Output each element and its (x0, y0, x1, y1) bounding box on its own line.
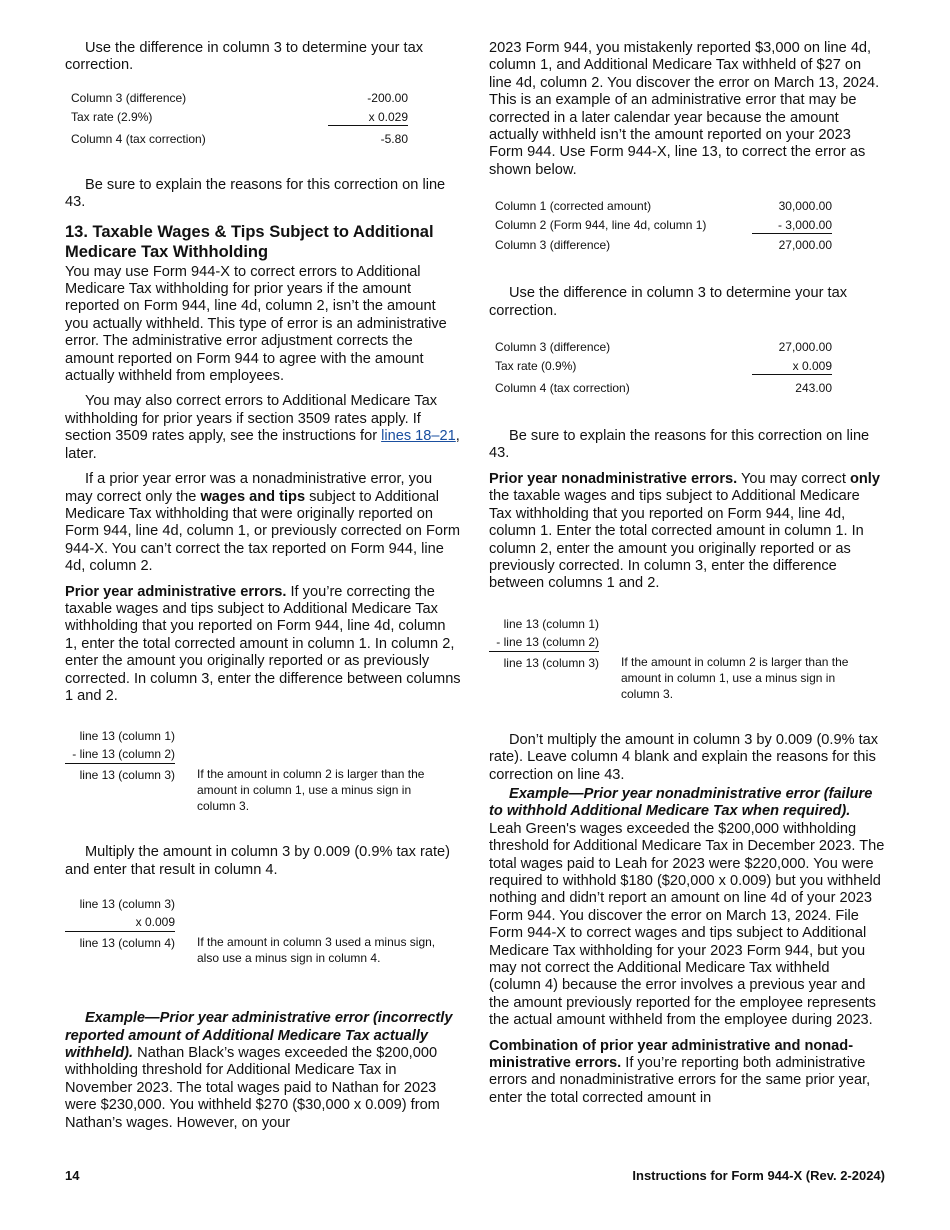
line-labels (489, 654, 599, 702)
form-title-footer: Instructions for Form 944-X (Rev. 2-2024) (632, 1168, 885, 1183)
line-labels (65, 766, 175, 814)
row-value: -5.80 (380, 131, 408, 146)
text: Leah Green's wages exceeded the $200,000 withholding threshold for Additional Medicare Tax in December 2023. The total wages paid to Leah for 2023 were $220,000. You were required to withhold $180 ($20,000 x 0.009) but you withheld nothing and didn’t report an amount on line 4d of your 2023 Form 944. You discover the error on March 13, 2024. File Form 944-X to correct wages and tips subject to Additional Medicare Tax withholding for your 2023 Form 944, but you may not correct the Additional Medicare Tax withheld (column 4) because the error involves a previous year and the amount previously reported for the employee represents the actual amount withheld from the employee during 2023. (489, 820, 885, 1029)
row-label: Column 1 (corrected amount) (495, 199, 652, 214)
line-label: line 13 (column 3) (79, 768, 175, 783)
paragraph (489, 471, 885, 593)
paragraph: Be sure to explain the reasons for this correction on line 43. (489, 428, 870, 462)
table-row (489, 197, 832, 216)
paragraph: 2023 Form 944, you mistakenly reported $3,000 on line 4d, column 1, and Additional Medicare Tax withheld of $27 on line 4d, column 2. You discover the error on March 13, 2024. This is an example of an administrative error that may be corrected in a later calendar year because the amount actually withheld isn’t the amount reported on your 2023 Form 944. Use Form 944-X, line 13, to correct the error as shown below. (489, 40, 880, 178)
right-column (489, 40, 885, 1107)
line-labels (65, 727, 175, 764)
line-calculation-result (489, 654, 885, 702)
line-label: x 0.009 (65, 913, 175, 932)
table-note: If the amount in column 2 is larger than the amount in column 1, use a minus sign in column 3. (197, 767, 425, 814)
example-heading: Example—Prior year nonadministrative error (failure to withhold Additional Medicare Tax when required). (489, 785, 873, 820)
paragraph: Multiply the amount in column 3 by 0.009 (0.9% tax rate) and enter that result in column 4. (65, 844, 451, 878)
text: You may correct (737, 470, 850, 487)
line-labels (65, 934, 175, 966)
line-labels (489, 615, 599, 652)
line-calculation-table (65, 895, 461, 932)
row-value: x 0.009 (752, 359, 832, 375)
paragraph (65, 1010, 461, 1132)
text: Nathan Black’s wages exceeded the $200,000 withholding threshold for Additional Medicare Tax in November 2023. The total wages paid to Nathan for 2023 were $230,000. You withheld $270 ($30,000 x 0.009) from Nathan’s wages. However, on your (65, 1045, 440, 1131)
table-note: If the amount in column 3 used a minus sign, also use a minus sign in column 4. (197, 935, 436, 966)
table-row (489, 377, 832, 398)
row-value: 27,000.00 (778, 238, 832, 253)
line-labels (65, 895, 175, 932)
table-row (489, 236, 832, 255)
row-value: 27,000.00 (778, 340, 832, 355)
row-value: -200.00 (367, 90, 408, 105)
line-calculation-table (489, 615, 885, 652)
text: You may also correct errors to Additional Medicare Tax withholding for prior years if section 3509 rates apply. If section 3509 rates apply, see the instructions for (65, 393, 438, 445)
line-calculation-table (65, 727, 461, 764)
line-label: - line 13 (column 2) (65, 745, 175, 764)
line-label: line 13 (column 1) (79, 729, 175, 744)
table-row (65, 108, 408, 128)
lines-18-21-link[interactable]: lines 18–21 (381, 428, 456, 445)
text: If you’re correcting the taxable wages and tips subject to Additional Medicare Tax withholding that you reported on Form 944, line 4d, column 1, enter the total corrected amount in column 1. In column 2, enter the amount you originally reported or as previously corrected. In column 3, enter the difference between columns 1 and 2. (65, 583, 461, 704)
line-label: line 13 (column 1) (503, 616, 599, 631)
tax-correction-table (489, 338, 832, 398)
paragraph: Be sure to explain the reasons for this correction on line 43. (65, 176, 446, 211)
row-label: Column 2 (Form 944, line 4d, column 1) (495, 218, 707, 233)
paragraph: You may use Form 944-X to correct errors to Additional Medicare Tax withholding for prior years if the amount reported on Form 944, line 4d, column 2, isn’t the amount you actually withheld. This type of error is an administrative error. The administrative error adjustment corrects the amount reported on Form 944 to agree with the amount actually withheld from employees. (65, 263, 447, 385)
table-row (65, 128, 408, 149)
row-label: Column 3 (difference) (495, 238, 611, 253)
paragraph (65, 584, 461, 706)
bold-text: wages and tips (200, 488, 306, 505)
text: , later. (65, 428, 460, 462)
row-label: Tax rate (0.9%) (495, 359, 577, 374)
text: If a prior year error was a nonadministrative error, you may correct only the (65, 471, 433, 505)
row-value: 243.00 (795, 381, 832, 396)
row-label: Column 4 (tax correction) (71, 131, 206, 146)
table-row (489, 338, 832, 357)
paragraph (489, 786, 885, 1030)
tax-correction-table (65, 89, 408, 149)
line-label: line 13 (column 4) (79, 936, 175, 951)
run-in-heading: Combination of prior year administrative and nonad-ministrative errors. (489, 1037, 854, 1072)
table-row (489, 357, 832, 377)
correction-table (489, 197, 832, 255)
table-row (489, 216, 832, 236)
row-value: x 0.029 (328, 110, 408, 126)
row-label: Column 4 (tax correction) (495, 381, 630, 396)
run-in-heading: Prior year administrative errors. (65, 583, 287, 600)
paragraph: Don’t multiply the amount in column 3 by 0.009 (0.9% tax rate). Leave column 4 blank and explain the reasons for this correction on line 43. (489, 731, 879, 783)
line-label: - line 13 (column 2) (489, 633, 599, 652)
table-note: If the amount in column 2 is larger than the amount in column 1, use a minus sign in column 3. (621, 654, 849, 701)
line-label: line 13 (column 3) (79, 897, 175, 912)
row-value: 30,000.00 (778, 199, 832, 214)
paragraph: Use the difference in column 3 to determine your tax correction. (65, 40, 424, 74)
line-calculation-result (65, 934, 461, 966)
text: If you’re reporting both administrative errors and nonadministrative errors for the same prior year, enter the total corrected amount in (489, 1055, 871, 1106)
left-column (65, 40, 461, 1132)
page-number: 14 (65, 1168, 80, 1183)
line-label: line 13 (column 3) (503, 655, 599, 670)
paragraph (489, 1038, 885, 1108)
example-heading: Example—Prior year administrative error (incorrectly reported amount of Additional Medicare Tax actually withheld). (65, 1010, 453, 1061)
row-label: Column 3 (difference) (71, 90, 187, 105)
row-label: Tax rate (2.9%) (71, 109, 153, 124)
bold-text: only (849, 470, 880, 487)
run-in-heading: Prior year nonadministrative errors. (489, 470, 738, 487)
paragraph: Use the difference in column 3 to determine your tax correction. (489, 285, 848, 319)
section-heading: 13. Taxable Wages & Tips Subject to Additional Medicare Tax Withholding (65, 222, 434, 261)
paragraph (65, 393, 461, 463)
text: subject to Additional Medicare Tax withholding that were originally reported on Form 944, line 4d, column 1, or previously corrected on Form 944-X. You can’t correct the tax reported on Form 944, line 4d, column 2. (65, 488, 461, 575)
row-value: - 3,000.00 (752, 218, 832, 234)
table-row (65, 89, 408, 108)
line-calculation-result (65, 766, 461, 814)
text: the taxable wages and tips subject to Additional Medicare Tax withholding that you reported on Form 944, line 4d, column 1. Enter the total corrected amount in column 1. In column 2, enter the amount you originally reported or as previously corrected. In column 3, enter the difference between columns 1 and 2. (489, 488, 864, 592)
paragraph (65, 471, 461, 575)
row-label: Column 3 (difference) (495, 340, 611, 355)
